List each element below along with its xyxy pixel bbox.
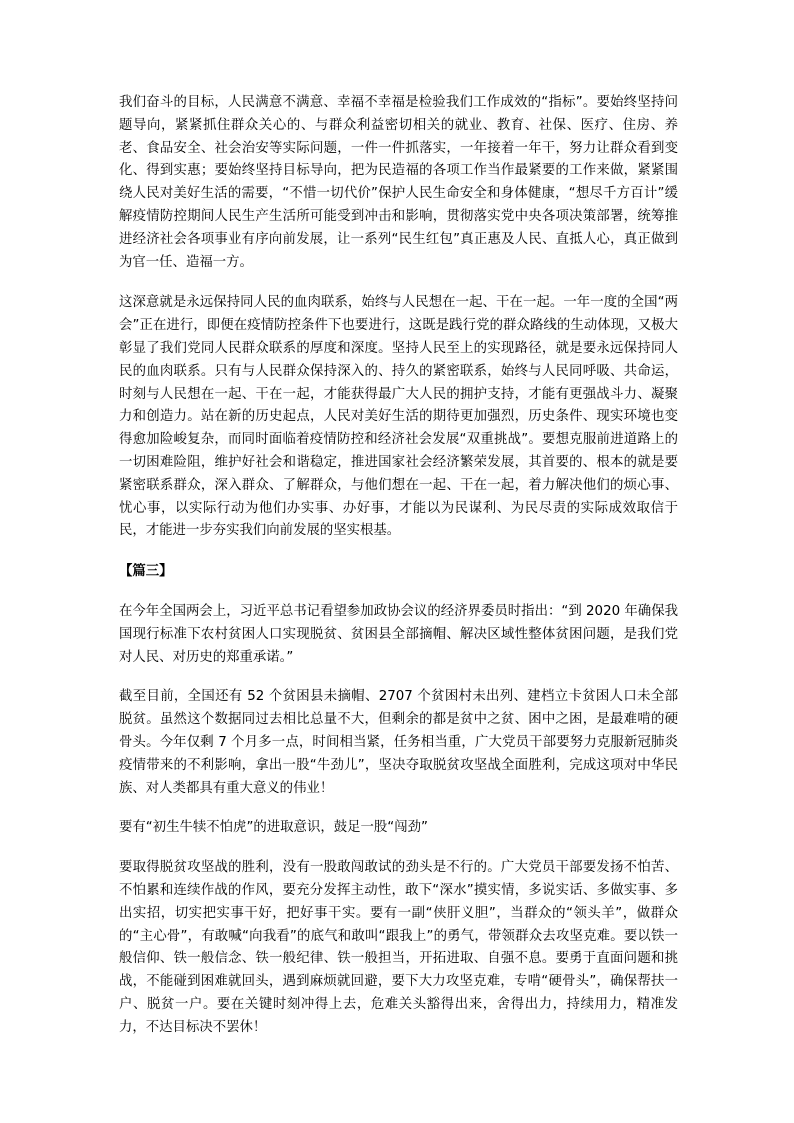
subheading-paragraph: 要有“初生牛犊不怕虎”的进取意识，鼓足一股“闯劲”: [119, 820, 428, 836]
body-paragraph-courage: 要取得脱贫攻坚战的胜利，没有一股敢闯敢试的劲头是不行的。广大党员干部要发扬不怕苦、不怕累和连续作战的作风，要充分发挥主动性，敢下“深水”摸实情，多说实话、多做实事、多出实招，切实把实事干好，把好事干实。要有一副“侠肝义胆”，当群众的“领头羊”，做群众的“主心骨”，有敢喊“向我看”的底气和敢叫“跟我上”的勇气，带领群众去攻坚克难。要以铁一般信仰、铁一般信念、铁一般纪律、铁一般担当，开拓进取、自强不息。要勇于直面问题和挑战，不能碰到困难就回头，遇到麻烦就回避，要下大力攻坚克难，专啃“硬骨头”，确保帮扶一户、脱贫一户。要在关键时刻冲得上去，危难关头豁得出来，舍得出力，持续用力，精准发力，不达目标决不罢休！: [119, 860, 678, 1035]
body-paragraph-bond: 这深意就是永远保持同人民的血肉联系，始终与人民想在一起、干在一起。一年一度的全国“两会”正在进行，即便在疫情防控条件下也要进行，这既是践行党的群众路线的生动体现，又极大彰显了我们党同人民群众联系的厚度和深度。坚持人民至上的实现路径，就是要永远保持同人民的血肉联系。只有与人民群众保持深入的、持久的紧密联系，始终与人民同呼吸、共命运，时刻与人民想在一起、干在一起，才能获得最广大人民的拥护支持，才能有更强战斗力、凝聚力和创造力。站在新的历史起点，人民对美好生活的期待更加强烈，历史条件、现实环境也变得愈加险峻复杂，而同时面临着疫情防控和经济社会发展“双重挑战”。要想克服前进道路上的一切困难险阻，维护好社会和谐稳定，推进国家社会经济繁荣发展，其首要的、根本的就是要紧密联系群众，深入群众、了解群众，与他们想在一起、干在一起，着力解决他们的烦心事、忧心事，以实际行动为他们办实事、办好事，才能以为民谋利、为民尽责的实际成效取信于民，才能进一步夯实我们向前发展的坚实根基。: [119, 295, 678, 539]
document-page: [119, 92, 678, 1039]
body-paragraph-commitment: 在今年全国两会上，习近平总书记看望参加政协会议的经济界委员时指出：“到 2020 年确保我国现行标准下农村贫困人口实现脱贫、贫困县全部摘帽、解决区域性整体贫困问题，是我们党对人民、对历史的郑重承诺。”: [119, 603, 678, 665]
body-paragraph-status: 截至目前，全国还有 52 个贫困县未摘帽、2707 个贫困村未出列、建档立卡贫困人口未全部脱贫。虽然这个数据同过去相比总量不大，但剩余的都是贫中之贫、困中之困，是最难啃的硬骨头。今年仅剩 7 个月多一点，时间相当紧，任务相当重，广大党员干部要努力克服新冠肺炎疫情带来的不利影响，拿出一股“牛劲儿”，坚决夺取脱贫攻坚战全面胜利，完成这项对中华民族、对人类都具有重大意义的伟业！: [119, 689, 678, 796]
body-paragraph-goal: 我们奋斗的目标，人民满意不满意、幸福不幸福是检验我们工作成效的“指标”。要始终坚持问题导向，紧紧抓住群众关心的、与群众利益密切相关的就业、教育、社保、医疗、住房、养老、食品安全、社会治安等实际问题，一件一件抓落实，一年接着一年干，努力让群众看到变化、得到实惠；要始终坚持目标导向，把为民造福的各项工作当作最紧要的工作来做，紧紧围绕人民对美好生活的需要，“不惜一切代价”保护人民生命安全和身体健康，“想尽千方百计”缓解疫情防控期间人民生产生活所可能受到冲击和影响，贯彻落实党中央各项决策部署，统筹推进经济社会各项事业有序向前发展，让一系列“民生红包”真正惠及人民、直抵人心，真正做到为官一任、造福一方。: [119, 95, 678, 270]
section-heading: 【篇三】: [119, 564, 173, 580]
